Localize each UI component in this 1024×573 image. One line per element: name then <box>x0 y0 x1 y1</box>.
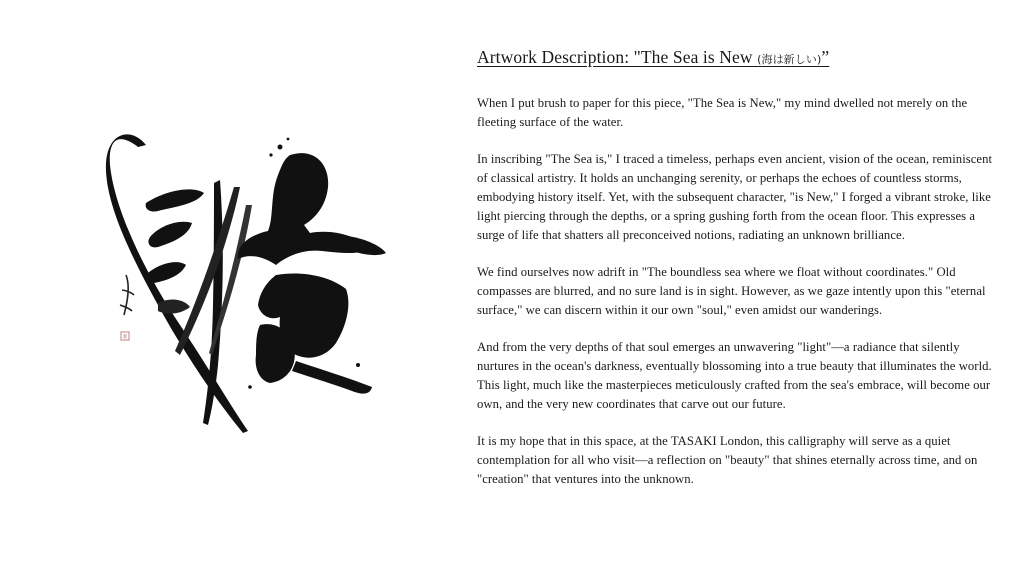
paragraph: In inscribing "The Sea is," I traced a timeless, perhaps even ancient, vision of the ocean, reminiscent of classical artistry. It holds an unchanging serenity, or perhaps the echoes of countless storms, embodying history itself. Yet, with the subsequent character, "is New," I forged a vibrant stroke, like light piercing through the depths, or a spring gushing forth from the ocean floor. This expresses a surge of life that shatters all preconceived notions, radiating an unknown brilliance. <box>477 152 993 242</box>
paragraph: When I put brush to paper for this piece, "The Sea is New," my mind dwelled not merely on the fleeting surface of the water. <box>477 96 968 129</box>
page-title <box>477 47 997 68</box>
ink-dab-lower <box>148 262 186 283</box>
title-japanese: (海は新しい) <box>757 53 822 66</box>
ink-dab-bottom <box>158 300 190 314</box>
ink-dab-upper <box>146 189 204 211</box>
ink-dab-middle <box>148 222 192 248</box>
title-close-quote: ” <box>821 47 830 67</box>
ink-stroke-slash <box>175 187 240 355</box>
paragraph: And from the very depths of that soul emerges an unwavering "light"—a radiance that silently nurtures in the ocean's darkness, eventually blossoming into a true beauty that illuminates the world. This light, much like the masterpieces meticulously crafted from the sea's embrace, will become our own, and the very new coordinates that carve out our future. <box>477 340 992 411</box>
artwork-description <box>477 47 997 507</box>
paragraph: It is my hope that in this space, at the TASAKI London, this calligraphy will serve as a quiet contemplation for all who visit—a reflection on "beauty" that shines eternally across time, and on "creation" that ventures into the unknown. <box>477 434 978 486</box>
ink-tail <box>292 361 372 394</box>
title-main: Artwork Description: "The Sea is New <box>477 47 758 67</box>
calligraphy-artwork <box>100 125 390 440</box>
signature-mark <box>120 275 134 315</box>
paragraph: We find ourselves now adrift in "The boundless sea where we float without coordinates." Old compasses are blurred, and no sure land is in sight. However, as we gaze intently upon this "eternal surface," we can discern within it our own "soul," even amidst our wanderings. <box>477 265 986 317</box>
